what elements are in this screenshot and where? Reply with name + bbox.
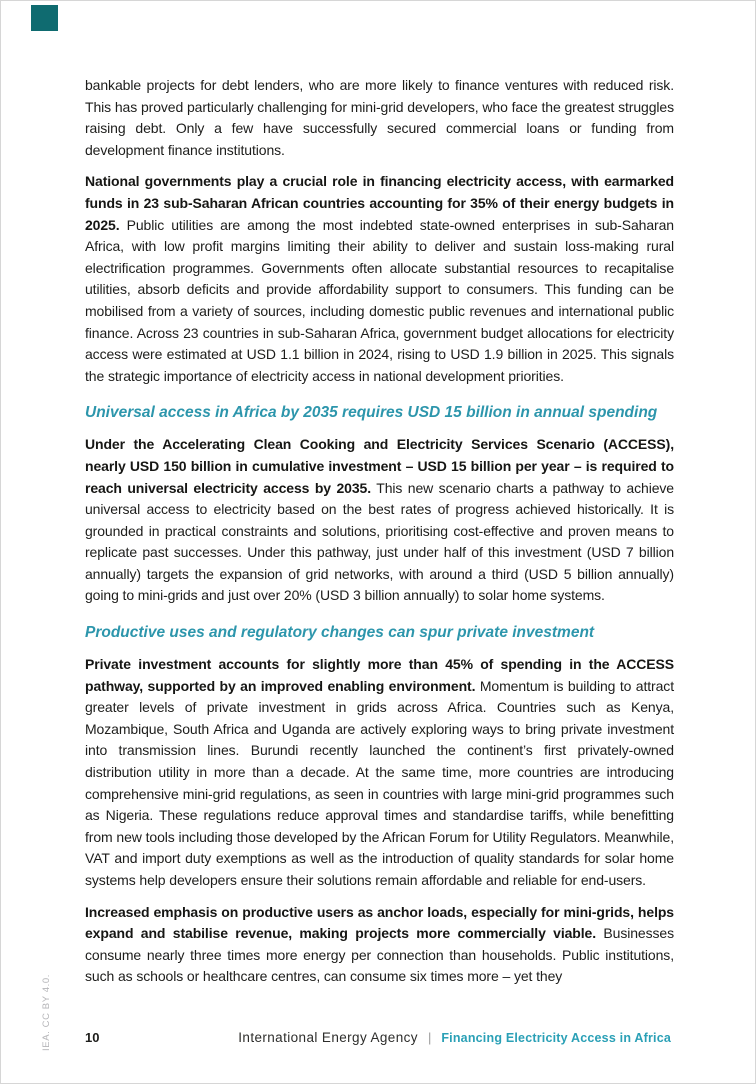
footer-running-title: [238, 1030, 671, 1045]
paragraph-text: Momentum is building to attract greater levels of private investment in grids across Africa. Countries such as Kenya, Mozambique, South Africa and Uganda are actively exploring ways to bring private investment into transmission lines. Burundi recently launched the continent’s first privately-owned distribution utility in more than a decade. At the same time, more countries are introducing comprehensive mini-grid regulations, as seen in countries with large mini-grid programmes such as Nigeria. These regulations reduce approval times and standardise tariffs, while benefitting from new tools including those developed by the African Forum for Utility Regulators. Meanwhile, VAT and import duty exemptions as well as the introduction of quality standards for solar home systems help developers ensure their solutions remain affordable and reliable for end-users.: [85, 677, 674, 888]
paragraph-private-investment: [85, 654, 674, 892]
copyright-sidebar-note: IEA. CC BY 4.0.: [41, 974, 52, 1051]
footer-agency-name: International Energy Agency: [238, 1030, 418, 1045]
page-footer: [85, 1030, 671, 1045]
paragraph-lead-sentence: National governments play a crucial role in financing electricity access, with earmarked funds in 23 sub-Saharan African countries accounting for 35% of their energy budgets in 2025.: [85, 173, 674, 233]
page-corner-marker: [31, 5, 58, 31]
paragraph-text: Businesses consume nearly three times more energy per connection than households. Public institutions, such as schools or healthcare centres, can consume six times more – yet they: [85, 925, 674, 985]
footer-separator: |: [427, 1030, 432, 1045]
paragraph-text: This new scenario charts a pathway to achieve universal access to electricity based on the best rates of progress achieved historically. It is grounded in practical constraints and solutions, prioritising cost-effective and proven means to replicate past successes. Under this pathway, just under half of this investment (USD 7 billion annually) targets the expansion of grid networks, with around a third (USD 5 billion annually) going to mini-grids and just over 20% (USD 3 billion annually) to solar home systems.: [85, 479, 674, 604]
paragraph-national-governments: [85, 171, 674, 387]
paragraph-debt-lenders: [85, 75, 674, 161]
paragraph-anchor-loads: [85, 902, 674, 988]
section-heading-productive-uses: Productive uses and regulatory changes can spur private investment: [85, 624, 595, 642]
paragraph-lead-sentence: Increased emphasis on productive users as anchor loads, especially for mini-grids, helps expand and stabilise revenue, making projects more commercially viable.: [85, 903, 674, 942]
paragraph-text: bankable projects for debt lenders, who are more likely to finance ventures with reduced risk. This has proved particularly challenging for mini-grid developers, who face the greatest struggles raising debt. Only a few have successfully secured commercial loans or funding from development finance institutions.: [85, 77, 674, 158]
paragraph-lead-sentence: Under the Accelerating Clean Cooking and Electricity Services Scenario (ACCESS), nearly USD 150 billion in cumulative investment – USD 15 billion per year – is required to reach universal electricity access by 2035.: [85, 436, 674, 496]
paragraph-access-scenario: [85, 434, 674, 607]
paragraph-lead-sentence: Private investment accounts for slightly more than 45% of spending in the ACCESS pathway, supported by an improved enabling environment.: [85, 656, 674, 694]
paragraph-text: Public utilities are among the most indebted state-owned enterprises in sub-Saharan Africa, with low profit margins limiting their ability to deliver and sustain loss-making rural electrification programmes. Governments often allocate substantial resources to recapitalise utilities, absorb deficits and provide affordability support to consumers. This funding can be mobilised from a variety of sources, including domestic public revenues and international public finance. Across 23 countries in sub-Saharan Africa, government budget allocations for electricity access were estimated at USD 1.1 billion in 2024, rising to USD 1.9 billion in 2025. This signals the strategic importance of electricity access in national development priorities.: [85, 216, 674, 384]
footer-report-title: Financing Electricity Access in Africa: [441, 1031, 671, 1045]
section-heading-universal-access: Universal access in Africa by 2035 requires USD 15 billion in annual spending: [85, 404, 658, 422]
page-number: 10: [85, 1030, 100, 1045]
page-body: [85, 75, 674, 998]
